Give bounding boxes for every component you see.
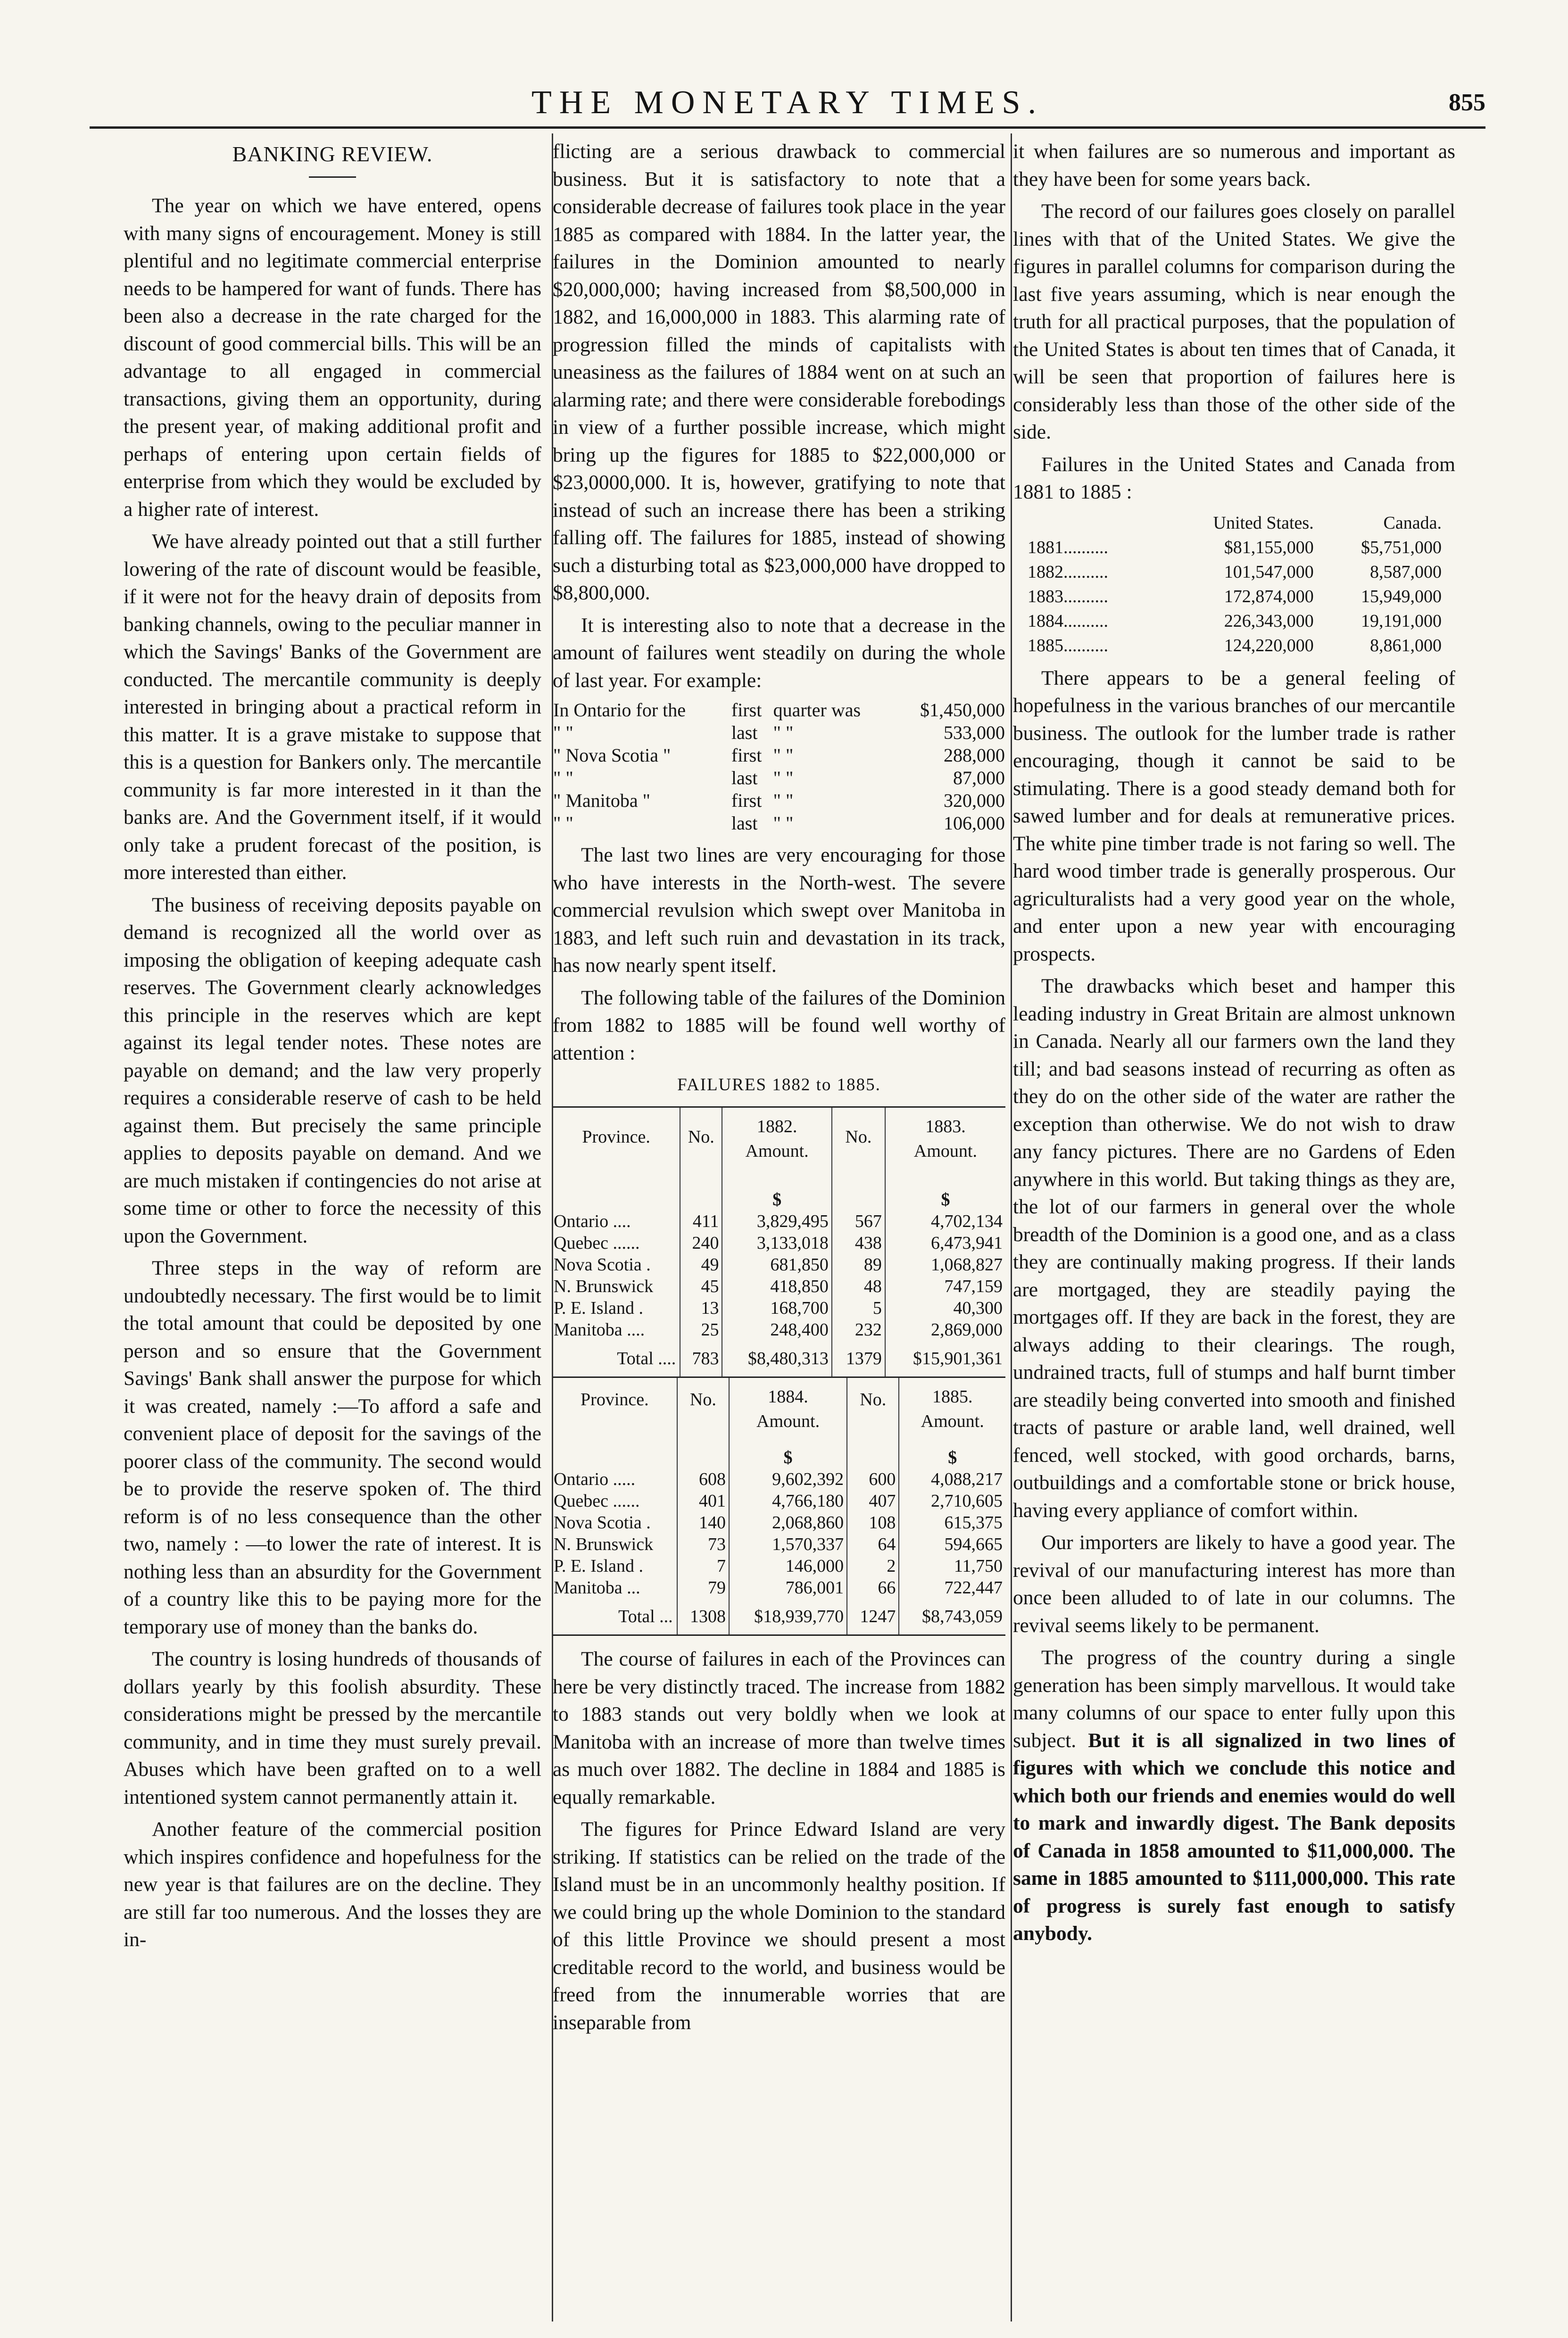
- table-row: Manitoba ... 79 786,001 66 722,447: [553, 1577, 1005, 1599]
- paragraph: Failures in the United States and Canada from 1881 to 1885 :: [1013, 453, 1455, 503]
- paragraph: The following table of the failures of the Dominion from 1882 to 1885 will be found well worthy of attention :: [553, 986, 1005, 1064]
- table-row: $ $: [553, 1182, 1005, 1210]
- table-row: 1881.......... $81,155,000 $5,751,000: [1028, 537, 1442, 557]
- paragraph: it when failures are so numerous and important as they have been for some years back.: [1013, 140, 1455, 191]
- paragraph: There appears to be a general feeling of hopefulness in the various branches of our mercantile business. The outlook for the lumber trade is rather encouraging, though it cannot be said to be stimulating. There is a good steady demand both for sawed lumber and for deals at remunerative prices. The white pine timber trade is not faring so well. The hard wood timber trade is generally prosperous. Our agriculturalists had a very good year on the whole, and enter upon a new year with encouraging prospects.: [1013, 666, 1455, 965]
- us-canada-failures-table: [1027, 511, 1442, 658]
- table-header-row: United States. Canada.: [1213, 513, 1442, 533]
- column-rule-2: [1011, 133, 1012, 2321]
- paragraph: The course of failures in each of the Provinces can here be very distinctly traced. The increase from 1882 to 1883 stands out very boldly when we look at Manitoba with an increase of more than twelve times as much over 1882. The decline in 1884 and 1885 is equally remarkable.: [553, 1648, 1005, 1808]
- table-row: " Nova Scotia " first " " 288,000: [553, 745, 1005, 766]
- column-2: [553, 138, 1005, 2041]
- table-row: $ $: [553, 1440, 1005, 1468]
- publication-title: THE MONETARY TIMES.: [531, 84, 1044, 121]
- paragraph: We have already pointed out that a still further lowering of the rate of discount would be feasible, if it were not for the heavy drain of deposits from banking channels, owing to the peculiar manner in which the Savings' Banks of the Government are conducted. The mercantile community is deeply interested in bringing about a practical reform in this matter. It is a grave mistake to suppose that this is a question for Bankers only. The mercantile community is far more interested in it than the banks are. And the Government itself, if it would only take a prudent forecast of the position, is more interested than either.: [124, 530, 541, 884]
- masthead-rule: [90, 126, 1485, 129]
- failures-table-1882-1883: [553, 1108, 1005, 1376]
- table-row: 1882.......... 101,547,000 8,587,000: [1028, 562, 1442, 582]
- paragraph: flicting are a serious drawback to commercial business. But it is satisfactory to note that a considerable decrease of failures took place in the year 1885 as compared with 1884. In the latter year, the failures in the Dominion amounted to nearly $20,000,000; having increased from $8,500,000 in 1882, and 16,000,000 in 1883. This alarming rate of progression filled the minds of capitalists with uneasiness as the failures of 1884 went on at such an alarming rate; and there were considerable forebodings in view of a further possible increase, which might bring up the figures for 1885 to $22,000,000 or $23,0000,000. It is, however, gratifying to note that instead of such an increase there has been a striking falling off. The failures for 1885, instead of showing such a disturbing total as $23,000,000 have dropped to $8,800,000.: [553, 140, 1005, 604]
- table-row: 1884.......... 226,343,000 19,191,000: [1028, 611, 1442, 631]
- paragraph: Another feature of the commercial position which inspires confidence and hopefulness for the new year is that failures are on the decline. They are still far too numerous. And the losses they are in-: [124, 1818, 541, 1951]
- quarterly-failures-table: [553, 699, 1005, 835]
- table-header-row: Province. No. 1884. Amount. No. 1885. Amount.: [553, 1378, 1005, 1440]
- table-total-row: Total .... 783 $8,480,313 1379 $15,901,361: [553, 1341, 1005, 1376]
- column-3: [1013, 138, 1455, 1952]
- masthead: [90, 84, 1485, 122]
- paragraph: The year on which we have entered, opens with many signs of encouragement. Money is still plentiful and no legitimate commercial enterprise needs to be hampered for want of funds. There has been also a decrease in the rate charged for the discount of good commercial bills. This will be an advantage to all engaged in commercial transactions, giving them an opportunity, during the present year, of making additional profit and perhaps of entering upon certain fields of enterprise from which they would be excluded by a higher rate of interest.: [124, 194, 541, 521]
- table-row: Nova Scotia . 140 2,068,860 108 615,375: [553, 1512, 1005, 1534]
- table-row: Manitoba .... 25 248,400 232 2,869,000: [553, 1319, 1005, 1341]
- table-row: Ontario .... 411 3,829,495 567 4,702,134: [553, 1210, 1005, 1232]
- paragraph: The country is losing hundreds of thousands of dollars yearly by this foolish absurdity. These considerations might be pressed by the mercantile community, and in time they must surely prevail. Abuses which have been grafted on to a well intentioned system cannot permanently attain it.: [124, 1648, 541, 1808]
- paragraph: The progress of the country during a single generation has been simply marvellous. It would take many columns of our space to enter fully upon this subject. But it is all signalized in two lines of figures with which we conclude this notice and which both our friends and enemies would do well to mark and inwardly digest. The Bank deposits of Canada in 1858 amounted to $11,000,000. The same in 1885 amounted to $111,000,000. This rate of progress is surely fast enough to satisfy anybody.: [1013, 1646, 1455, 1945]
- table-row: " " last " " 533,000: [553, 722, 1005, 743]
- paragraph: The business of receiving deposits payable on demand is recognized all the world over as imposing the obligation of keeping adequate cash reserves. The Government clearly acknowledges this principle in the reserves which are kept against its legal tender notes. These notes are payable on demand; and the law very properly requires a considerable reserve of cash to be held against them. But precisely the same principle applies to deposits payable on demand. And we are much mistaken if contingencies do not arise at some time or other to force the necessity of this upon the Government.: [124, 893, 541, 1247]
- table-row: N. Brunswick 45 418,850 48 747,159: [553, 1276, 1005, 1297]
- table-bottom-rule: [553, 1634, 1005, 1636]
- table-row: In Ontario for the first quarter was $1,450,000: [553, 699, 1005, 721]
- paragraph: The last two lines are very encouraging for those who have interests in the North-west. The severe commercial revulsion which swept over Manitoba in 1883, and left such ruin and devastation in its track, has now nearly spent itself.: [553, 844, 1005, 977]
- paragraph: Three steps in the way of reform are undoubtedly necessary. The first would be to limit the total amount that could be deposited by one person and so ensure that the Government Savings' Bank shall answer the purpose for which it was created, namely :—To afford a safe and convenient place of deposit for the savings of the poorer class of the community. The second would be to provide the reserve spoken of. The third reform is of no less consequence than the other two, namely : —to lower the rate of interest. It is nothing less than an absurdity for the Government of a country like this to be paying more for the temporary use of money than the banks do.: [124, 1257, 541, 1638]
- paragraph: The figures for Prince Edward Island are very striking. If statistics can be relied on the trade of the Island must be in an uncommonly healthy position. If we could bring up the whole Dominion to the standard of this little Province we should present a most creditable record to the world, and business would be freed from the innumerable worries that are inseparable from: [553, 1818, 1005, 2034]
- table-row: Quebec ...... 240 3,133,018 438 6,473,941: [553, 1232, 1005, 1254]
- table-caption: FAILURES 1882 to 1885.: [677, 1075, 881, 1094]
- paragraph: The record of our failures goes closely on parallel lines with that of the United States. We give the figures in parallel columns for comparison during the last five years assuming, which is near enough the truth for all practical purposes, that the population of the United States is about ten times that of Canada, it will be seen that proportion of failures here is considerably less than those of the other side of the side.: [1013, 200, 1455, 443]
- emphasis-text: But it is all signalized in two lines of figures with which we conclude this notice and which both our friends and enemies would do well to mark and inwardly digest. The Bank deposits of Canada in 1858 amounted to $11,000,000. The same in 1885 amounted to $111,000,000. This rate of progress is surely fast enough to satisfy anybody.: [1013, 1729, 1455, 1945]
- table-row: N. Brunswick 73 1,570,337 64 594,665: [553, 1534, 1005, 1555]
- article-heading: BANKING REVIEW.: [232, 142, 433, 166]
- table-header-row: Province. No. 1882. Amount. No. 1883. Amount.: [553, 1108, 1005, 1182]
- table-row: P. E. Island . 13 168,700 5 40,300: [553, 1297, 1005, 1319]
- table-row: " Manitoba " first " " 320,000: [553, 790, 1005, 811]
- table-row: P. E. Island . 7 146,000 2 11,750: [553, 1555, 1005, 1577]
- failures-table-1884-1885: [553, 1378, 1005, 1634]
- table-row: " " last " " 106,000: [553, 812, 1005, 834]
- paragraph: The drawbacks which beset and hamper this leading industry in Great Britain are almost unknown in Canada. Nearly all our farmers own the land they till; and bad seasons instead of recurring as often as they do on the other side of the water are rather the exception than otherwise. We do not wish to draw any fancy pictures. There are no Gardens of Eden anywhere in this world. But taking things as they are, the lot of our farmers in general over the whole breadth of the Dominion is a good one, and as a class they are continually making progress. If their lands are mortgaged, they are steadily paying the mortgages off. If they are back in the forest, they are always adding to their clearings. The rough, undrained tracts, full of stumps and half burnt timber are steadily being converted into smooth and finished tracts of pasture or arable land, well drained, well fenced, well stocked, with good orchards, barns, outbuildings and a comfortable stone or brick house, having every appliance of comfort within.: [1013, 975, 1455, 1522]
- page-number: 855: [1449, 89, 1485, 116]
- paragraph: It is interesting also to note that a decrease in the amount of failures went steadily on during the whole of last year. For example:: [553, 614, 1005, 692]
- table-total-row: Total ... 1308 $18,939,770 1247 $8,743,059: [553, 1599, 1005, 1634]
- table-row: Ontario ..... 608 9,602,392 600 4,088,217: [553, 1468, 1005, 1490]
- paragraph: Our importers are likely to have a good year. The revival of our manufacturing interest has more than once been alluded to of late in our columns. The revival seems likely to be permanent.: [1013, 1531, 1455, 1637]
- column-1: [124, 138, 541, 1958]
- heading-rule: [309, 176, 356, 178]
- table-row: 1885.......... 124,220,000 8,861,000: [1028, 635, 1442, 655]
- table-row: 1883.......... 172,874,000 15,949,000: [1028, 586, 1442, 606]
- table-row: Quebec ...... 401 4,766,180 407 2,710,605: [553, 1490, 1005, 1512]
- table-row: Nova Scotia . 49 681,850 89 1,068,827: [553, 1254, 1005, 1276]
- table-row: " " last " " 87,000: [553, 767, 1005, 788]
